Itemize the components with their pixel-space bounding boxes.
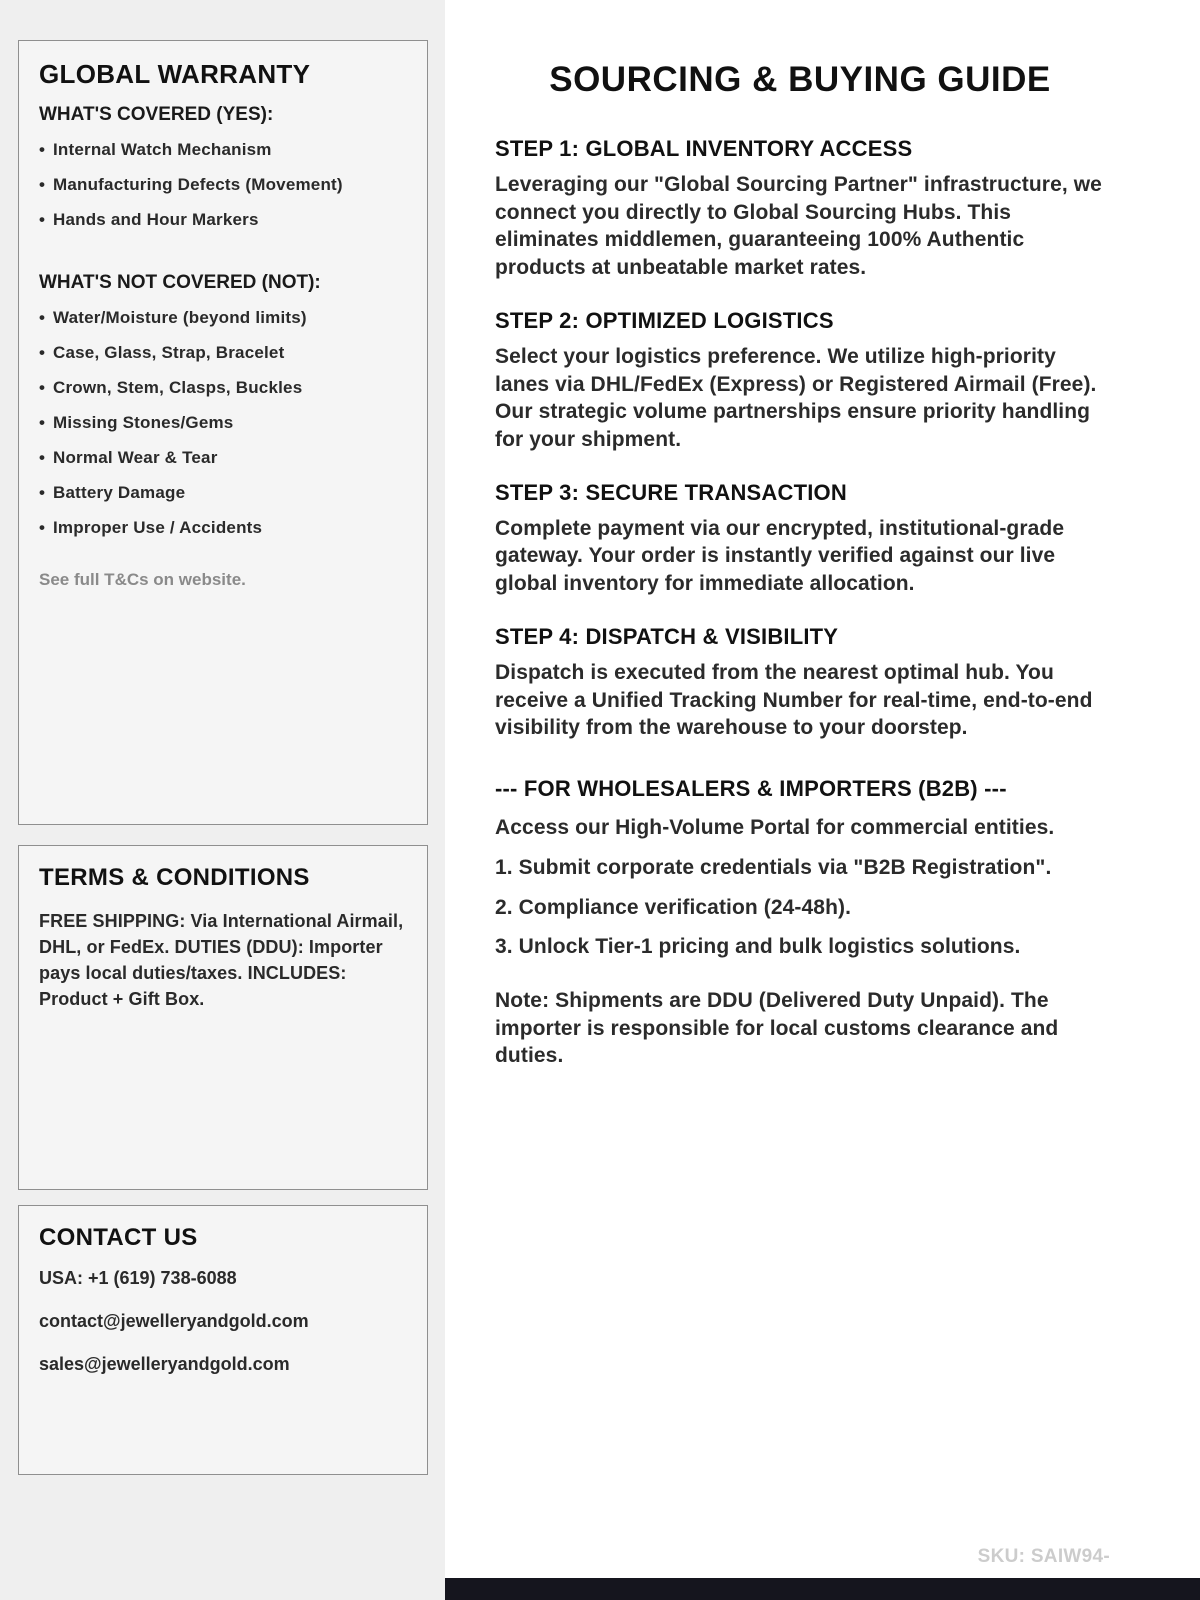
contact-email: contact@jewelleryandgold.com bbox=[39, 1311, 309, 1331]
list-item: • Crown, Stem, Clasps, Buckles bbox=[39, 378, 407, 398]
warranty-not-covered-heading: WHAT'S NOT COVERED (NOT): bbox=[39, 272, 321, 293]
b2b-intro: Access our High-Volume Portal for commercial entities. bbox=[495, 816, 1055, 840]
terms-body: FREE SHIPPING: Via International Airmail, DHL, or FedEx. DUTIES (DDU): Importer pays local duties/taxes. INCLUDES: Product + Gift Box. bbox=[39, 911, 404, 1010]
step-body: Complete payment via our encrypted, institutional-grade gateway. Your order is instantly verified against our live global inventory for immediate allocation. bbox=[495, 516, 1065, 596]
list-item: • Missing Stones/Gems bbox=[39, 413, 407, 433]
bottom-bar bbox=[445, 1578, 1200, 1600]
list-item: • Hands and Hour Markers bbox=[39, 210, 407, 230]
warranty-box bbox=[18, 40, 428, 825]
terms-box bbox=[18, 845, 428, 1190]
main-content bbox=[445, 0, 1200, 1600]
contact-box bbox=[18, 1205, 428, 1475]
list-item: • Case, Glass, Strap, Bracelet bbox=[39, 343, 407, 363]
terms-title: TERMS & CONDITIONS bbox=[39, 864, 310, 891]
step-heading: STEP 3: SECURE TRANSACTION bbox=[495, 479, 847, 505]
warranty-footnote: See full T&Cs on website. bbox=[39, 570, 246, 589]
warranty-title: GLOBAL WARRANTY bbox=[39, 59, 311, 89]
step-body: Select your logistics preference. We utilize high-priority lanes via DHL/FedEx (Express) or Registered Airmail (Free). Our strategic volume partnerships ensure priority handling for your shipment. bbox=[495, 344, 1097, 452]
list-item: • Battery Damage bbox=[39, 483, 407, 503]
b2b-note: Note: Shipments are DDU (Delivered Duty Unpaid). The importer is responsible for local customs clearance and duties. bbox=[495, 988, 1059, 1068]
step-body: Leveraging our "Global Sourcing Partner" infrastructure, we connect you directly to Global Sourcing Hubs. This eliminates middlemen, guaranteeing 100% Authentic products at unbeatable market rates. bbox=[495, 173, 1102, 280]
warranty-not-covered-list bbox=[39, 308, 407, 538]
b2b-item: 3. Unlock Tier-1 pricing and bulk logistics solutions. bbox=[495, 935, 1021, 959]
b2b-item: 2. Compliance verification (24-48h). bbox=[495, 895, 852, 919]
step-heading: STEP 4: DISPATCH & VISIBILITY bbox=[495, 623, 839, 649]
contact-phone: USA: +1 (619) 738-6088 bbox=[39, 1268, 237, 1288]
warranty-covered-heading: WHAT'S COVERED (YES): bbox=[39, 104, 274, 125]
b2b-heading: --- FOR WHOLESALERS & IMPORTERS (B2B) --- bbox=[495, 776, 1007, 802]
contact-title: CONTACT US bbox=[39, 1224, 198, 1251]
list-item: • Improper Use / Accidents bbox=[39, 518, 407, 538]
list-item: • Normal Wear & Tear bbox=[39, 448, 407, 468]
list-item: • Water/Moisture (beyond limits) bbox=[39, 308, 407, 328]
step-heading: STEP 1: GLOBAL INVENTORY ACCESS bbox=[495, 136, 913, 161]
step-1 bbox=[495, 136, 1105, 282]
step-body: Dispatch is executed from the nearest optimal hub. You receive a Unified Tracking Number for real-time, end-to-end visibility from the warehouse to your doorstep. bbox=[495, 660, 1093, 740]
sidebar bbox=[0, 0, 445, 1600]
b2b-section bbox=[495, 776, 1105, 1070]
list-item: • Internal Watch Mechanism bbox=[39, 140, 407, 160]
contact-sales-email: sales@jewelleryandgold.com bbox=[39, 1354, 290, 1374]
warranty-covered-list bbox=[39, 140, 407, 230]
step-2 bbox=[495, 308, 1105, 454]
sku-label: SKU: SAIW94- bbox=[977, 1546, 1110, 1567]
b2b-item: 1. Submit corporate credentials via "B2B Registration". bbox=[495, 855, 1052, 879]
step-3 bbox=[495, 480, 1105, 598]
list-item: • Manufacturing Defects (Movement) bbox=[39, 175, 407, 195]
page-title: SOURCING & BUYING GUIDE bbox=[549, 60, 1051, 99]
step-4 bbox=[495, 624, 1105, 742]
step-heading: STEP 2: OPTIMIZED LOGISTICS bbox=[495, 307, 834, 333]
